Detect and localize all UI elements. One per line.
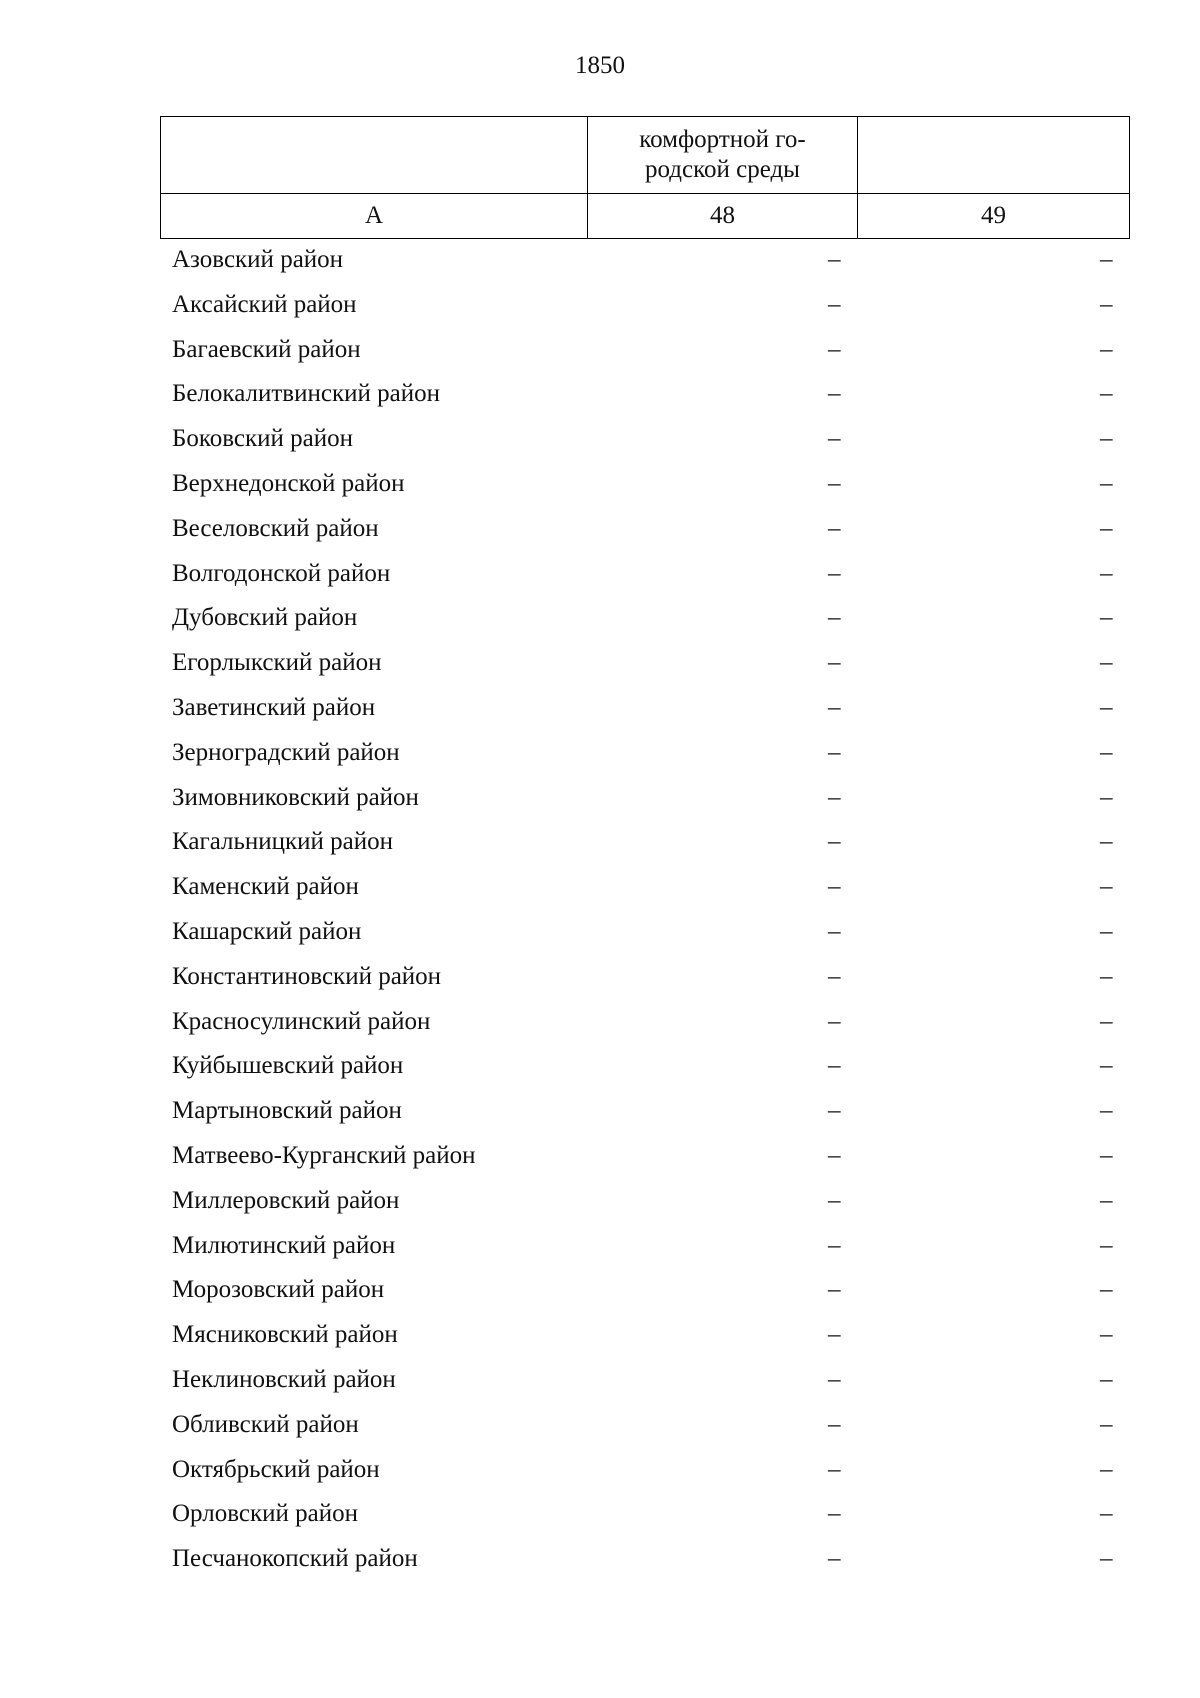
district-name: Милютинский район [172, 1231, 396, 1259]
table-row [160, 873, 1129, 918]
value-col-49: – [1100, 1276, 1113, 1304]
table-body [160, 246, 1129, 1590]
column-number-a: А [161, 194, 588, 239]
value-col-48: – [828, 962, 841, 990]
value-col-49: – [1100, 873, 1113, 901]
value-col-48: – [828, 604, 841, 632]
value-col-48: – [828, 246, 841, 273]
table-row [160, 425, 1129, 470]
district-name: Матвеево-Курганский район [172, 1141, 476, 1169]
table-row [160, 560, 1129, 605]
value-col-49: – [1100, 1141, 1113, 1169]
value-col-48: – [828, 917, 841, 945]
table-row [160, 739, 1129, 784]
value-col-49: – [1100, 649, 1113, 677]
value-col-49: – [1100, 917, 1113, 945]
district-name: Октябрьский район [172, 1455, 380, 1483]
table-row [160, 1366, 1129, 1411]
table-row [160, 380, 1129, 425]
value-col-48: – [828, 1007, 841, 1035]
value-col-49: – [1100, 693, 1113, 721]
column-number-48: 48 [588, 194, 858, 239]
value-col-48: – [828, 1410, 841, 1438]
value-col-49: – [1100, 1052, 1113, 1080]
district-name: Зерноградский район [172, 738, 400, 766]
district-name: Боковский район [172, 425, 353, 453]
table-row [160, 1456, 1129, 1501]
value-col-48: – [828, 380, 841, 408]
value-col-49: – [1100, 469, 1113, 497]
value-col-48: – [828, 1052, 841, 1080]
value-col-49: – [1100, 335, 1113, 363]
value-col-48: – [828, 693, 841, 721]
table-row [160, 515, 1129, 560]
district-name: Азовский район [172, 246, 344, 273]
value-col-49: – [1100, 1231, 1113, 1259]
table-row [160, 1321, 1129, 1366]
district-name: Багаевский район [172, 335, 361, 363]
district-name: Орловский район [172, 1500, 358, 1528]
district-name: Волгодонской район [172, 559, 391, 587]
value-col-48: – [828, 1455, 841, 1483]
value-col-48: – [828, 738, 841, 766]
district-name: Верхнедонской район [172, 469, 405, 497]
district-name: Зимовниковский район [172, 783, 419, 811]
table-row [160, 784, 1129, 829]
value-col-49: – [1100, 1410, 1113, 1438]
district-name: Егорлыкский район [172, 649, 382, 677]
district-name: Веселовский район [172, 514, 379, 542]
value-col-49: – [1100, 425, 1113, 453]
district-name: Дубовский район [172, 604, 358, 632]
district-name: Миллеровский район [172, 1186, 400, 1214]
table-row [160, 1142, 1129, 1187]
value-col-49: – [1100, 246, 1113, 273]
value-col-48: – [828, 469, 841, 497]
district-name: Красносулинский район [172, 1007, 431, 1035]
value-col-49: – [1100, 962, 1113, 990]
value-col-48: – [828, 873, 841, 901]
value-col-48: – [828, 1545, 841, 1573]
district-name: Куйбышевский район [172, 1052, 404, 1080]
value-col-49: – [1100, 1186, 1113, 1214]
value-col-48: – [828, 425, 841, 453]
table-row [160, 1276, 1129, 1321]
value-col-48: – [828, 514, 841, 542]
value-col-48: – [828, 1365, 841, 1393]
table-row [160, 1097, 1129, 1142]
value-col-49: – [1100, 1321, 1113, 1349]
table-row [160, 1052, 1129, 1097]
district-name: Белокалитвинский район [172, 380, 440, 408]
value-col-48: – [828, 1097, 841, 1125]
value-col-49: – [1100, 1007, 1113, 1035]
value-col-49: – [1100, 1365, 1113, 1393]
table-row [160, 918, 1129, 963]
header-cell-a [161, 117, 588, 194]
value-col-48: – [828, 335, 841, 363]
value-col-49: – [1100, 738, 1113, 766]
value-col-49: – [1100, 559, 1113, 587]
value-col-49: – [1100, 1097, 1113, 1125]
district-name: Кашарский район [172, 917, 362, 945]
column-number-row [161, 194, 1130, 239]
value-col-48: – [828, 290, 841, 318]
table-row [160, 1232, 1129, 1277]
value-col-49: – [1100, 1500, 1113, 1528]
table-row [160, 828, 1129, 873]
header-cell-48 [588, 117, 858, 194]
value-col-49: – [1100, 290, 1113, 318]
value-col-48: – [828, 1141, 841, 1169]
value-col-49: – [1100, 1455, 1113, 1483]
value-col-48: – [828, 1231, 841, 1259]
district-name: Песчанокопский район [172, 1545, 418, 1573]
value-col-49: – [1100, 828, 1113, 856]
district-name: Аксайский район [172, 290, 357, 318]
value-col-49: – [1100, 604, 1113, 632]
value-col-48: – [828, 1276, 841, 1304]
value-col-48: – [828, 1186, 841, 1214]
value-col-48: – [828, 783, 841, 811]
table-row [160, 246, 1129, 291]
table-row [160, 1008, 1129, 1053]
value-col-48: – [828, 559, 841, 587]
value-col-48: – [828, 1321, 841, 1349]
header-cell-48-line2: родской среды [645, 156, 800, 183]
header-cell-48-line1: комфортной го- [639, 126, 806, 153]
table-row [160, 694, 1129, 739]
district-name: Заветинский район [172, 693, 376, 721]
value-col-49: – [1100, 380, 1113, 408]
table-row [160, 1187, 1129, 1232]
value-col-48: – [828, 649, 841, 677]
column-number-49: 49 [858, 194, 1130, 239]
value-col-48: – [828, 1500, 841, 1528]
table-row [160, 336, 1129, 381]
value-col-49: – [1100, 783, 1113, 811]
district-name: Мартыновский район [172, 1097, 402, 1125]
district-name: Морозовский район [172, 1276, 385, 1304]
value-col-48: – [828, 828, 841, 856]
header-row [161, 117, 1130, 194]
district-name: Неклиновский район [172, 1365, 396, 1393]
page-number: 1850 [575, 52, 625, 79]
district-name: Каменский район [172, 873, 359, 901]
table-row [160, 1500, 1129, 1545]
table-row [160, 1545, 1129, 1590]
value-col-49: – [1100, 1545, 1113, 1573]
table-header [160, 116, 1130, 239]
district-name: Кагальницкий район [172, 828, 394, 856]
district-name: Обливский район [172, 1410, 359, 1438]
table-row [160, 649, 1129, 694]
header-cell-49 [858, 117, 1130, 194]
table-row [160, 604, 1129, 649]
table-row [160, 291, 1129, 336]
value-col-49: – [1100, 514, 1113, 542]
table-row [160, 1411, 1129, 1456]
table-row [160, 963, 1129, 1008]
district-name: Мясниковский район [172, 1321, 398, 1349]
district-name: Константиновский район [172, 962, 442, 990]
table-row [160, 470, 1129, 515]
